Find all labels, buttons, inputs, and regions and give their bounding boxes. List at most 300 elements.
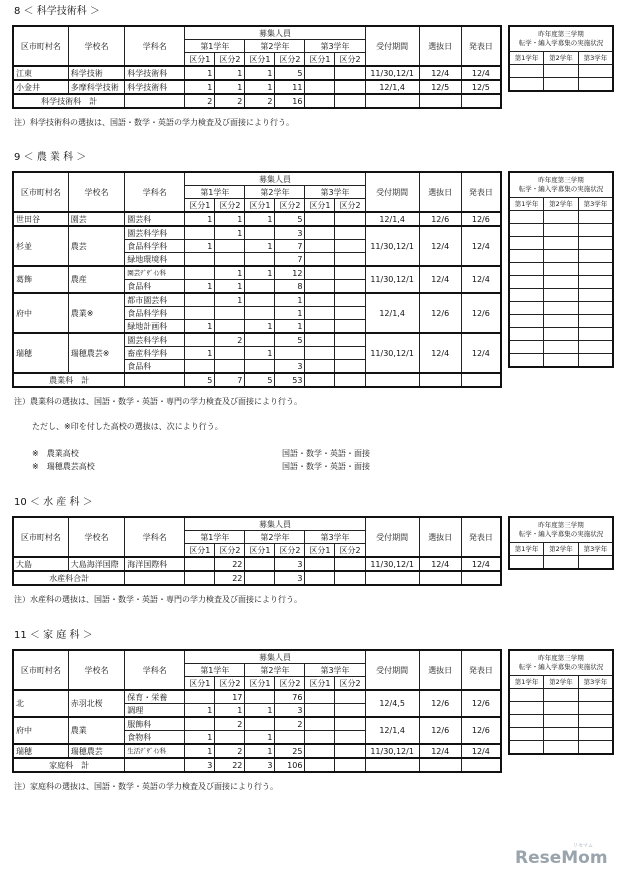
header-kubun1: 区分1 [305,53,335,67]
header-announce: 発表日 [461,172,501,212]
header-kubun1: 区分1 [185,53,215,67]
count-cell: 5 [275,212,305,226]
count-cell: 1 [185,212,215,226]
count-cell [305,704,335,718]
side-title-line1: 昨年度第三学期 [538,521,584,529]
side-grade2: 第2学年 [544,543,579,556]
side-cell [544,556,579,570]
count-cell [305,212,335,226]
count-cell [335,266,365,280]
empty-cell [461,758,501,772]
count-cell: 2 [275,717,305,731]
count-cell [305,347,335,360]
count-cell [185,253,215,267]
dept-cell: 都市園芸科 [125,293,185,307]
header-row [13,650,501,664]
select-date-cell: 12/5 [419,80,461,94]
announce-date-cell: 12/4 [461,266,501,293]
side-cell [509,741,544,755]
side-cell [578,341,613,354]
count-cell: 3 [275,226,305,240]
side-cell [578,689,613,702]
side-grade3: 第3学年 [578,198,613,211]
count-cell [335,557,365,571]
city-cell: 瑞穂 [13,744,68,758]
header-dept: 学科名 [125,172,185,212]
count-cell: 1 [245,240,275,253]
side-cell [578,556,613,570]
count-cell [245,690,275,704]
count-cell [305,280,335,294]
table-row [13,266,501,280]
side-row [509,354,613,368]
count-cell [305,744,335,758]
city-cell: 大島 [13,557,68,571]
count-cell [185,226,215,240]
total-count-cell: 106 [275,758,305,772]
side-cell [578,237,613,250]
side-grade1: 第1学年 [509,676,544,689]
count-cell [335,240,365,253]
header-grade3: 第3学年 [305,531,365,544]
city-cell: 葛飾 [13,266,68,293]
exception-item [32,461,617,472]
side-row [509,715,613,728]
side-cell [509,78,544,92]
side-cell [578,224,613,237]
count-cell: 22 [215,557,245,571]
header-period: 受付期間 [365,172,419,212]
side-row [509,689,613,702]
count-cell [305,226,335,240]
selection-note: 注）科学技術科の選抜は、国語・数学・英語の学力検査及び面接により行う。 [14,118,294,127]
total-count-cell: 2 [185,94,215,108]
count-cell [335,347,365,360]
header-grade1: 第1学年 [185,186,245,199]
count-cell: 1 [245,80,275,94]
section-fisheries [12,496,617,605]
empty-cell [365,373,419,387]
count-cell: 1 [185,240,215,253]
school-cell: 瑞穂農芸※ [68,333,124,373]
side-cell [578,328,613,341]
header-grade3: 第3学年 [305,664,365,677]
side-cell [578,65,613,78]
side-cell [509,289,544,302]
header-recruit: 募集人員 [185,517,365,531]
select-date-cell: 12/6 [419,293,461,333]
count-cell: 1 [275,293,305,307]
total-label: 家庭科 計 [13,758,125,772]
header-kubun1: 区分1 [245,53,275,67]
count-cell [185,333,215,347]
empty-cell [461,373,501,387]
count-cell: 1 [185,80,215,94]
side-grade3: 第3学年 [578,543,613,556]
side-cell [509,211,544,224]
last-year-transfer-table [508,516,614,570]
header-recruit: 募集人員 [185,650,365,664]
tables-wrap [12,171,617,388]
count-cell [245,293,275,307]
total-label: 水産科合計 [13,571,125,585]
select-date-cell: 12/4 [419,557,461,571]
count-cell [305,80,335,94]
header-kubun1: 区分1 [305,677,335,691]
header-recruit: 募集人員 [185,26,365,40]
count-cell [305,266,335,280]
side-row [509,237,613,250]
count-cell [335,66,365,80]
table-row [13,80,501,94]
count-cell: 1 [245,320,275,334]
total-count-cell: 22 [215,571,245,585]
school-cell: 瑞穂農芸 [68,744,124,758]
header-announce: 発表日 [461,517,501,557]
empty-cell [125,373,185,387]
side-cell [509,276,544,289]
side-cell [544,728,579,741]
city-cell: 江東 [13,66,68,80]
side-cell [544,715,579,728]
side-cell [578,211,613,224]
total-count-cell: 16 [275,94,305,108]
announce-date-cell: 12/6 [461,293,501,333]
side-grade1: 第1学年 [509,198,544,211]
count-cell: 3 [275,704,305,718]
side-cell [578,315,613,328]
count-cell [335,212,365,226]
total-count-cell: 2 [245,94,275,108]
side-cell [578,728,613,741]
header-school: 学校名 [68,517,124,557]
selection-note: 注）農業科の選抜は、国語・数学・英語・専門の学力検査及び面接により行う。 [14,397,302,406]
side-cell [578,302,613,315]
empty-cell [365,94,419,108]
announce-date-cell: 12/6 [461,690,501,717]
total-count-cell [305,571,335,585]
header-announce: 発表日 [461,26,501,66]
count-cell [335,293,365,307]
count-cell [305,293,335,307]
side-grade1: 第1学年 [509,543,544,556]
count-cell: 1 [215,280,245,294]
city-cell: 杉並 [13,226,68,266]
city-cell: 世田谷 [13,212,68,226]
count-cell [335,731,365,745]
side-title [509,650,613,676]
count-cell: 1 [185,280,215,294]
count-cell [335,226,365,240]
table-row [13,212,501,226]
count-cell: 1 [185,731,215,745]
header-row [13,172,501,186]
side-row [509,728,613,741]
count-cell [335,360,365,374]
total-count-cell [335,373,365,387]
dept-cell: 食品科 [125,280,185,294]
header-grade2: 第2学年 [245,186,305,199]
period-cell: 12/1,4 [365,212,419,226]
last-year-transfer-table [508,25,614,92]
header-select: 選抜日 [419,650,461,690]
count-cell [245,307,275,320]
header-city: 区市町村名 [13,650,68,690]
header-grade2: 第2学年 [245,664,305,677]
count-cell: 12 [275,266,305,280]
total-count-cell [305,373,335,387]
side-cell [544,263,579,276]
dept-cell: 保育・栄養 [125,690,185,704]
city-cell: 府中 [13,717,68,744]
side-row [509,263,613,276]
count-cell: 1 [275,320,305,334]
count-cell [335,704,365,718]
count-cell [185,307,215,320]
total-row [13,571,501,585]
empty-cell [365,758,419,772]
side-cell [544,276,579,289]
header-kubun2: 区分2 [275,677,305,691]
total-label: 農業科 計 [13,373,125,387]
count-cell [305,690,335,704]
period-cell: 11/30,12/1 [365,66,419,80]
header-kubun2: 区分2 [215,677,245,691]
side-row [509,341,613,354]
select-date-cell: 12/4 [419,226,461,266]
count-cell: 1 [245,731,275,745]
side-row [509,556,613,570]
side-row [509,702,613,715]
announce-date-cell: 12/4 [461,226,501,266]
header-kubun2: 区分2 [215,544,245,558]
announce-date-cell: 12/4 [461,744,501,758]
side-header-row [509,52,613,65]
side-cell [509,328,544,341]
empty-cell [461,94,501,108]
side-cell [509,715,544,728]
count-cell [185,557,215,571]
total-count-cell [245,571,275,585]
side-cell [509,237,544,250]
side-grade3: 第3学年 [578,52,613,65]
header-grade3: 第3学年 [305,40,365,53]
school-cell: 多摩科学技術 [68,80,124,94]
side-cell [509,702,544,715]
count-cell: 5 [275,66,305,80]
side-cell [578,354,613,368]
count-cell [215,307,245,320]
header-kubun2: 区分2 [275,544,305,558]
announce-date-cell: 12/4 [461,557,501,571]
count-cell: 1 [245,704,275,718]
side-cell [578,78,613,92]
count-cell [215,347,245,360]
side-row [509,289,613,302]
table-row [13,66,501,80]
side-cell [544,741,579,755]
empty-cell [419,94,461,108]
count-cell: 1 [215,212,245,226]
count-cell: 1 [245,66,275,80]
table-row [13,293,501,307]
total-label: 科学技術科 計 [13,94,125,108]
school-cell: 農産 [68,266,124,293]
side-cell [544,237,579,250]
total-count-cell [335,758,365,772]
dept-cell: 調理 [125,704,185,718]
count-cell [305,66,335,80]
side-cell [509,263,544,276]
count-cell [245,333,275,347]
count-cell: 1 [185,347,215,360]
header-kubun2: 区分2 [335,544,365,558]
school-cell: 園芸 [68,212,124,226]
header-period: 受付期間 [365,650,419,690]
total-count-cell: 5 [245,373,275,387]
side-cell [544,224,579,237]
header-row [13,517,501,531]
recruitment-table [12,25,502,109]
dept-cell: 緑地計画科 [125,320,185,334]
header-grade2: 第2学年 [245,531,305,544]
header-kubun1: 区分1 [185,544,215,558]
side-title-line2: 転学・編入学募集の実施状況 [518,39,604,47]
side-grade3: 第3学年 [578,676,613,689]
header-kubun2: 区分2 [335,53,365,67]
announce-date-cell: 12/6 [461,717,501,744]
side-cell [578,289,613,302]
period-cell: 12/1,4 [365,80,419,94]
count-cell [305,557,335,571]
side-cell [544,302,579,315]
header-dept: 学科名 [125,650,185,690]
count-cell [305,320,335,334]
selection-note: 注）家庭科の選抜は、国語・数学・英語の学力検査及び面接により行う。 [14,782,278,791]
header-select: 選抜日 [419,517,461,557]
count-cell [245,717,275,731]
total-count-cell [335,94,365,108]
city-cell: 北 [13,690,68,717]
count-cell [215,731,245,745]
total-count-cell: 53 [275,373,305,387]
dept-cell: 海洋国際科 [125,557,185,571]
header-announce: 発表日 [461,650,501,690]
count-cell: 1 [245,212,275,226]
side-cell [509,250,544,263]
side-cell [509,556,544,570]
period-cell: 12/4,5 [365,690,419,717]
count-cell [305,731,335,745]
side-cell [544,702,579,715]
side-row [509,250,613,263]
school-cell: 農業※ [68,293,124,333]
section-agriculture [12,151,617,472]
count-cell [335,333,365,347]
last-year-transfer-table [508,171,614,368]
side-cell [544,341,579,354]
select-date-cell: 12/4 [419,744,461,758]
count-cell [245,226,275,240]
exception-subjects: 国語・数学・英語・面接 [282,462,370,471]
select-date-cell: 12/6 [419,717,461,744]
period-cell: 11/30,12/1 [365,333,419,373]
exception-school: ※ 農業高校 [32,449,79,458]
side-row [509,302,613,315]
empty-cell [125,571,185,585]
total-row [13,94,501,108]
table-row [13,744,501,758]
side-title-line1: 昨年度第三学期 [538,654,584,662]
total-count-cell: 3 [245,758,275,772]
side-cell [578,715,613,728]
side-cell [509,728,544,741]
recruitment-table [12,649,502,773]
count-cell [245,360,275,374]
tables-wrap [12,516,617,586]
city-cell: 府中 [13,293,68,333]
dept-cell: 食品科 [125,360,185,374]
total-count-cell: 5 [185,373,215,387]
side-row [509,211,613,224]
city-cell: 小金井 [13,80,68,94]
header-school: 学校名 [68,650,124,690]
count-cell [185,690,215,704]
total-count-cell [305,758,335,772]
total-count-cell [335,571,365,585]
count-cell: 2 [215,717,245,731]
header-grade3: 第3学年 [305,186,365,199]
count-cell: 1 [215,704,245,718]
table-row [13,690,501,704]
dept-cell: 園芸科 [125,212,185,226]
side-cell [509,341,544,354]
total-count-cell [305,94,335,108]
school-cell: 科学技術 [68,66,124,80]
count-cell: 5 [275,333,305,347]
side-grade2: 第2学年 [544,52,579,65]
header-kubun2: 区分2 [215,53,245,67]
side-row [509,224,613,237]
empty-cell [419,571,461,585]
total-count-cell: 2 [215,94,245,108]
side-cell [578,741,613,755]
header-select: 選抜日 [419,26,461,66]
announce-date-cell: 12/4 [461,66,501,80]
header-dept: 学科名 [125,517,185,557]
count-cell [245,557,275,571]
count-cell [335,253,365,267]
header-kubun1: 区分1 [305,199,335,213]
dept-cell: 園芸科学科 [125,333,185,347]
tables-wrap [12,649,617,773]
side-grade1: 第1学年 [509,52,544,65]
side-cell [509,224,544,237]
count-cell: 2 [215,744,245,758]
count-cell [335,80,365,94]
dept-cell: 食品科学科 [125,240,185,253]
header-grade1: 第1学年 [185,531,245,544]
exception-school: ※ 瑞穂農芸高校 [32,462,95,471]
count-cell: 1 [245,347,275,360]
count-cell [215,253,245,267]
side-row [509,276,613,289]
side-cell [544,211,579,224]
period-cell: 11/30,12/1 [365,226,419,266]
city-cell: 瑞穂 [13,333,68,373]
section-title: 11 ＜ 家 庭 科 ＞ [14,630,93,641]
table-row [13,333,501,347]
